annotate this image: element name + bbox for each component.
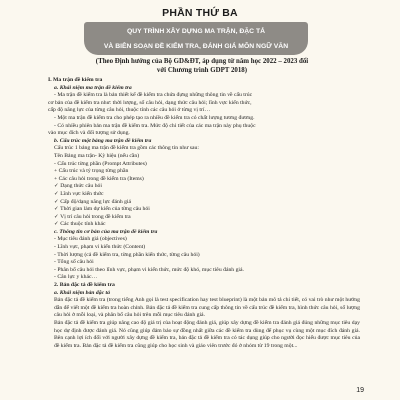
subsection-heading: c. Thông tin cơ bản của ma trận đề kiểm tra — [54, 228, 158, 235]
paragraph-line: - Có nhiều phiên bản ma trận đề kiểm tra. Mức độ chi tiết của các ma trận này phụ thuộc — [54, 122, 256, 129]
paragraph-line: vào mục đích và đối tượng sử dụng. — [48, 130, 130, 137]
subsection-heading: a. Khái niệm bản đặc tả — [54, 289, 110, 296]
section-heading: 2. Bản đặc tả đề kiểm tra — [54, 282, 115, 289]
body-text — [48, 77, 360, 382]
paragraph-line: Cấu trúc 1 bảng ma trận đề kiểm tra gồm các thông tin như sau: — [54, 145, 199, 152]
check-list-item: ✓ Các thuộc tính khác — [48, 221, 360, 229]
paragraph: Bản đặc tả đề kiểm tra (trong tiếng Anh gọi là test specification hay test blueprint) là một bản mô tả chi tiết, có vai trò như một hướng dẫn để viết một đề kiểm tra hoàn chỉnh. Bản đặc tả đề kiểm tra cung cấp thông tin về cấu trúc đề kiểm tra, hình thức câu hỏi, số lượng câu hỏi ở mỗi loại, và phân bố câu hỏi trên mỗi mục tiêu đánh giá. — [54, 297, 360, 319]
check-list-item: ✓ Vị trí câu hỏi trong đề kiểm tra — [48, 214, 360, 222]
check-list-item: ✓ Lĩnh vực kiến thức — [48, 191, 360, 199]
paragraph-line: - Một ma trận đề kiểm tra cho phép tạo ra nhiều đề kiểm tra có chất lượng tương đương. — [54, 114, 255, 121]
check-list-item: ✓ Cấp độ/dạng năng lực đánh giá — [48, 199, 360, 207]
list-item: - Lĩnh vực, phạm vi kiến thức (Content) — [54, 244, 146, 251]
subtitle-line-1: (Theo Định hướng của Bộ GD&ĐT, áp dụng từ năm học 2022 – 2023 đối — [95, 58, 309, 65]
paragraph-line: cơ bản của đề kiểm tra như: thời lượng, số câu hỏi, dạng thức câu hỏi; lĩnh vực kiến thức, — [48, 99, 252, 106]
subsection-heading: b. Cấu trúc một bảng ma trận đề kiểm tra — [54, 137, 152, 144]
page-number: 19 — [356, 387, 364, 394]
list-item: + Cấu trúc và tỷ trọng từng phần — [54, 168, 129, 175]
list-item: - Cấu trúc từng phần (Prompt Attributes) — [54, 160, 147, 167]
section-heading: I. Ma trận đề kiểm tra — [48, 77, 103, 83]
list-item: Tên Bảng ma trận- Kỳ hiệu (nếu cần) — [54, 152, 140, 159]
list-item: - Thời lượng (cả đề kiểm tra, từng phần kiến thức, từng câu hỏi) — [54, 251, 200, 258]
check-list-item: ✓ Dạng thức câu hỏi — [48, 183, 360, 191]
list-item: - Tổng số câu hỏi — [54, 259, 94, 266]
part-title: PHẦN THỨ BA — [162, 7, 238, 19]
paragraph-line: - Ma trận đề kiểm tra là bản thiết kế đề kiểm tra chứa đựng những thông tin về cấu trúc — [54, 92, 253, 99]
list-item: + Các câu hỏi trong đề kiểm tra (Items) — [54, 175, 144, 182]
list-item: - Cân lực y khác… — [54, 274, 98, 281]
subsection-heading: a. Khái niệm ma trận đề kiểm tra — [54, 84, 132, 91]
subtitle-line-2: với Chương trình GDPT 2018) — [156, 67, 248, 74]
banner-title-line-2: VÀ BIÊN SOẠN ĐỀ KIỂM TRA, ĐÁNH GIÁ MÔN NGỮ VĂN — [103, 42, 289, 50]
paragraph: Bản đặc tả đề kiểm tra giúp nâng cao độ giá trị của hoạt động đánh giá, giúp xây dựng đề kiểm tra đánh giá đúng những mục tiêu dạy học dự định được đánh giá. Nó cũng giúp đảm bảo sự đồng nhất giữa các đề kiểm tra dùng để phục vụ cùng một mục đích đánh giá. Bên cạnh lợi ích đối với người xây dựng đề kiểm tra, bản đặc tả đề kiểm tra có tác dụng giúp cho người đọc hiểu được mục tiêu của đề kiểm tra. Bản đặc tả đề kiểm tra cũng giúp cho học sinh và giáo viên trước đó ở nhóm từ 19 trong một... — [54, 320, 360, 349]
banner-title-line-1: QUY TRÌNH XÂY DỰNG MA TRẬN, ĐẶC TẢ — [126, 27, 266, 35]
paragraph-line: cấp độ năng lực của từng câu hỏi, thuộc tính các câu hỏi ở từng vị trí… — [48, 107, 211, 114]
list-item: - Phân bổ câu hỏi theo lĩnh vực, phạm vi kiến thức, mức độ khó, mục tiêu đánh giá. — [54, 266, 244, 273]
list-item: - Mục tiêu đánh giá (objectives) — [54, 236, 127, 243]
check-list-item: ✓ Thời gian làm dự kiến của từng câu hỏi — [48, 206, 360, 214]
subtitle — [46, 57, 358, 75]
title-banner — [84, 22, 308, 55]
